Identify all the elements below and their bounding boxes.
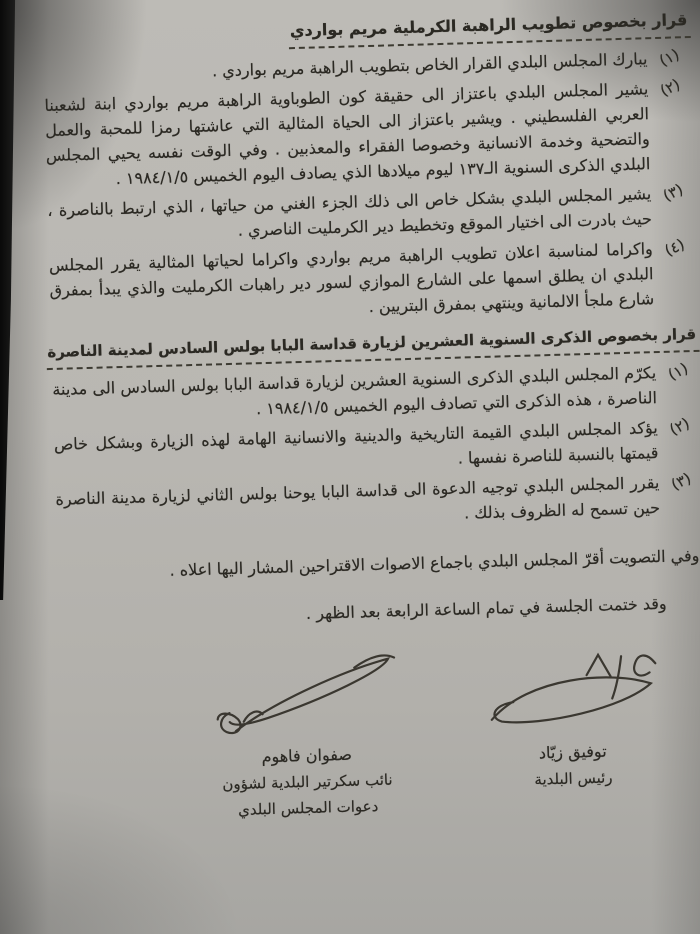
- item-text: يشير المجلس البلدي باعتزاز الى حقيقة كون الطوباوية الراهبة مريم بواردي ابنة لشعبنا العربي الفلسطيني . ويشير باعتزاز الى الحياة المثالية التي عاشتها رمزا للمحبة والعمل والتضحية وخدمة الانسانية وخصوصا الفقراء والمعذبين . وفي الوقت نفسه يحيي المجلس البلدي الذكرى السنوية الـ١٣٧ ليوم ميلادها الذي يصادف اليوم الخميس ١٩٨٤/١/٥ .: [44, 79, 651, 189]
- secretary-title-line2: دعوات المجلس البلدي: [237, 797, 379, 819]
- document-content: [36, 8, 700, 934]
- item-number: (١): [665, 359, 691, 384]
- mayor-title: رئيس البلدية: [534, 768, 613, 789]
- item-number: (١): [656, 45, 683, 70]
- item-text: يبارك المجلس البلدي القرار الخاص بتطويب الراهبة مريم بواردي .: [211, 49, 648, 81]
- vote-result-line: وفي التصويت أقرّ المجلس البلدي باجماع الاصوات الاقتراحين المشار اليها اعلاه .: [169, 545, 700, 580]
- secretary-signature-block: [184, 646, 429, 825]
- item-number: (٣): [660, 180, 686, 205]
- item-text: يقرر المجلس البلدي توجيه الدعوة الى قداسة البابا يوحنا بولس الثاني لزيارة مدينة الناصرة حين تسمح له الظروف بذلك .: [55, 473, 661, 523]
- item-text: يكرّم المجلس البلدي الذكرى السنوية العشرين لزيارة قداسة البابا بولس السادس الى مدينة الناصرة ، هذه الذكرى التي تصادف اليوم الخميس ١٩٨٤/١/٥ .: [52, 363, 658, 419]
- resolution-title-pope-visit: قرار بخصوص الذكرى السنوية العشرين لزيارة قداسة البابا بولس السادس لمدينة الناصرة: [45, 322, 700, 370]
- item-text: واكراما لمناسبة اعلان تطويب الراهبة مريم بواردي واكراما لحياتها المثالية يقرر المجلس البلدي ان يطلق اسمها على الشارع الموازي لسور دير راهبات الكرمليت والذي يبدأ بمفرق شارع ملجأ الالمانية وينتهي بمفرق البتريين .: [48, 239, 655, 317]
- book-spine-shadow: [0, 0, 26, 600]
- secretary-title-line1: نائب سكرتير البلدية لشؤون: [222, 770, 393, 794]
- item-number: (٢): [657, 75, 684, 100]
- mayor-signature-scribble: [470, 643, 672, 741]
- secretary-name: صفوان فاهوم: [261, 744, 353, 767]
- item-text: يؤكد المجلس البلدي القيمة التاريخية والدينية والانسانية الهامة لهذه الزيارة وبشكل خاص قيمتها بالنسبة للناصرة نفسها .: [53, 418, 659, 468]
- item-number: (٤): [661, 235, 688, 260]
- item-number: (٢): [666, 414, 693, 439]
- resolution-title-beatification: قرار بخصوص تطويب الراهبة الكرملية مريم بواردي: [36, 8, 691, 56]
- item-text: يشير المجلس البلدي بشكل خاص الى ذلك الجزء الغني من حياتها ، الذي ارتبط بالناصرة ، حيث بادرت الى اختيار الموقع وتخطيط دير الكرمليت الناصري .: [47, 184, 653, 240]
- secretary-signature-scribble: [204, 646, 406, 744]
- mayor-signature-block: [460, 643, 684, 795]
- resolution-item: [38, 75, 695, 193]
- mayor-name: توفيق زيّاد: [538, 741, 607, 763]
- session-closed-line: وقد ختمت الجلسة في تمام الساعة الرابعة بعد الظهر .: [305, 593, 667, 623]
- item-number: (٣): [668, 469, 695, 494]
- resolution-item: [43, 235, 699, 328]
